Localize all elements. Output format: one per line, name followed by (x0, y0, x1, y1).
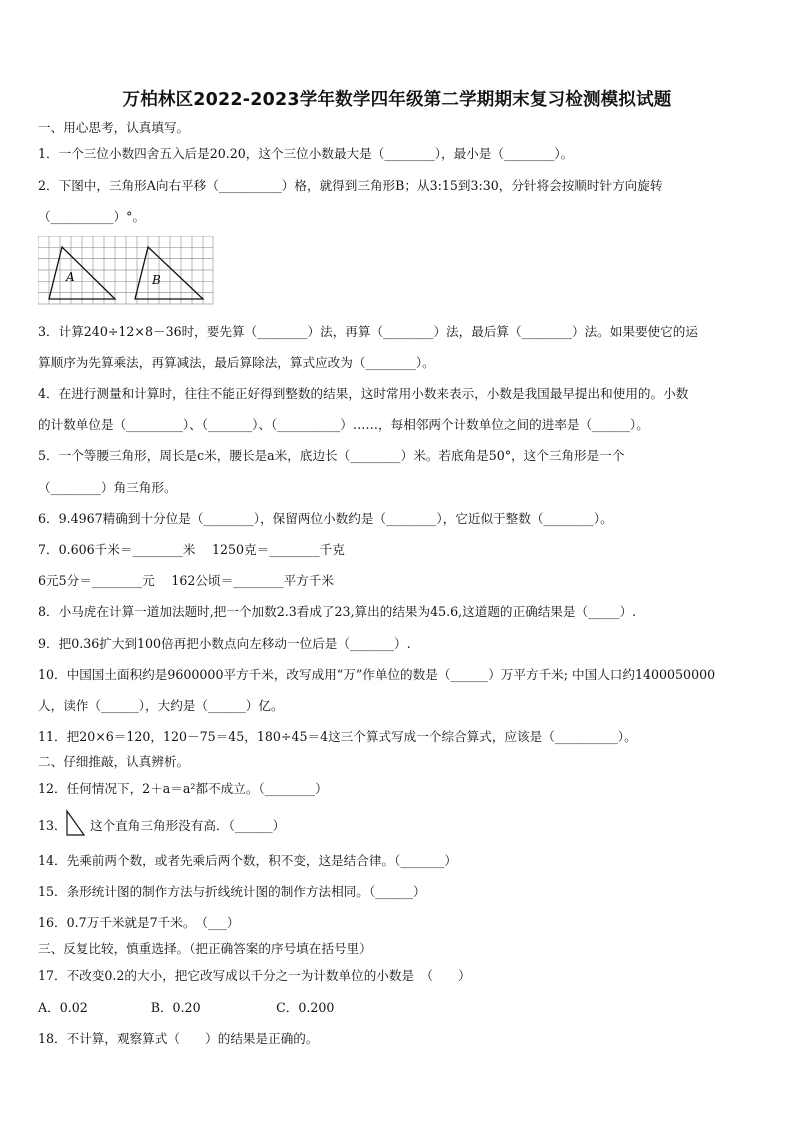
section-2-heading: 二、仔细推敲，认真辨析。 (38, 754, 190, 769)
question-3-line-1: 3．计算240÷12×8－36时，要先算（________）法，再算（________）法，最后算（________）法。如果要使它的运 (38, 324, 698, 339)
question-5-line-2: （________）角三角形。 (38, 480, 177, 495)
triangle-b-label: B (152, 273, 161, 287)
question-9: 9．把0.36扩大到100倍再把小数点向左移动一位后是（_______）. (38, 636, 411, 651)
question-8: 8．小马虎在计算一道加法题时,把一个加数2.3看成了23,算出的结果为45.6,这道题的正确结果是（_____）. (38, 604, 637, 619)
question-2-line-2: （__________）°。 (38, 209, 146, 224)
grid-figure (38, 236, 214, 306)
question-10-line-1: 10．中国国土面积约是9600000平方千米，改写成用“万”作单位的数是（______）万平方千米; 中国人口约1400050000 (38, 667, 716, 682)
question-14: 14．先乘前两个数，或者先乘后两个数，积不变，这是结合律。（_______） (38, 853, 458, 868)
question-12: 12．任何情况下，2＋a＝a²都不成立。（________） (38, 781, 328, 796)
question-16: 16．0.7万千米就是7千米。 （___） (38, 915, 240, 930)
question-4-line-1: 4．在进行测量和计算时，往往不能正好得到整数的结果，这时常用小数来表示，小数是我国最早提出和使用的。小数 (38, 386, 689, 401)
question-18: 18．不计算，观察算式（ ）的结果是正确的。 (38, 1031, 319, 1046)
question-15: 15．条形统计图的制作方法与折线统计图的制作方法相同。（______） (38, 884, 426, 899)
exam-title: 万柏林区2022-2023学年数学四年级第二学期期末复习检测模拟试题 (122, 90, 672, 110)
section-3-heading: 三、反复比较，慎重选择。（把正确答案的序号填在括号里） (38, 941, 372, 956)
question-7-line-2: 6元5分＝________元 162公顷＝________平方千米 (38, 573, 334, 588)
question-11: 11．把20×6＝120，120－75＝45，180÷45＝4这三个算式写成一个综合算式，应该是（__________）。 (38, 729, 637, 744)
question-17-options: A．0.02 B．0.20 C．0.200 (38, 1000, 335, 1015)
question-5-line-1: 5．一个等腰三角形，周长是c米，腰长是a米，底边长（________）米。若底角是50°，这个三角形是一个 (38, 448, 625, 463)
question-4-line-2: 的计数单位是（_________）、（_______）、（__________）……，每相邻两个计数单位之间的进率是（______）。 (38, 417, 649, 432)
question-3-line-2: 算顺序为先算乘法，再算减法，最后算除法，算式应改为（________）。 (38, 355, 435, 370)
section-1-heading: 一、用心思考，认真填写。 (38, 120, 190, 135)
triangle-a-label: A (66, 270, 75, 284)
question-1: 1．一个三位小数四舍五入后是20.20，这个三位小数最大是（________），最小是（________）。 (38, 146, 574, 161)
question-13-text: 这个直角三角形没有高．（______） (90, 818, 286, 833)
question-7-line-1: 7．0.606千米＝________米 1250克＝________千克 (38, 542, 345, 557)
right-triangle-icon (64, 809, 86, 837)
triangle-b (135, 247, 203, 299)
question-6: 6．9.4967精确到十分位是（________），保留两位小数约是（________），它近似于整数（________）。 (38, 511, 613, 526)
question-2-line-1: 2．下图中，三角形A向右平移（__________）格，就得到三角形B；从3:15到3:30，分针将会按顺时针方向旋转 (38, 178, 663, 193)
question-10-line-2: 人，读作（______），大约是（______）亿。 (38, 698, 284, 713)
question-17: 17．不改变0.2的大小，把它改写成以千分之一为计数单位的小数是 （ ） (38, 968, 471, 983)
question-13-number: 13． (38, 818, 67, 833)
